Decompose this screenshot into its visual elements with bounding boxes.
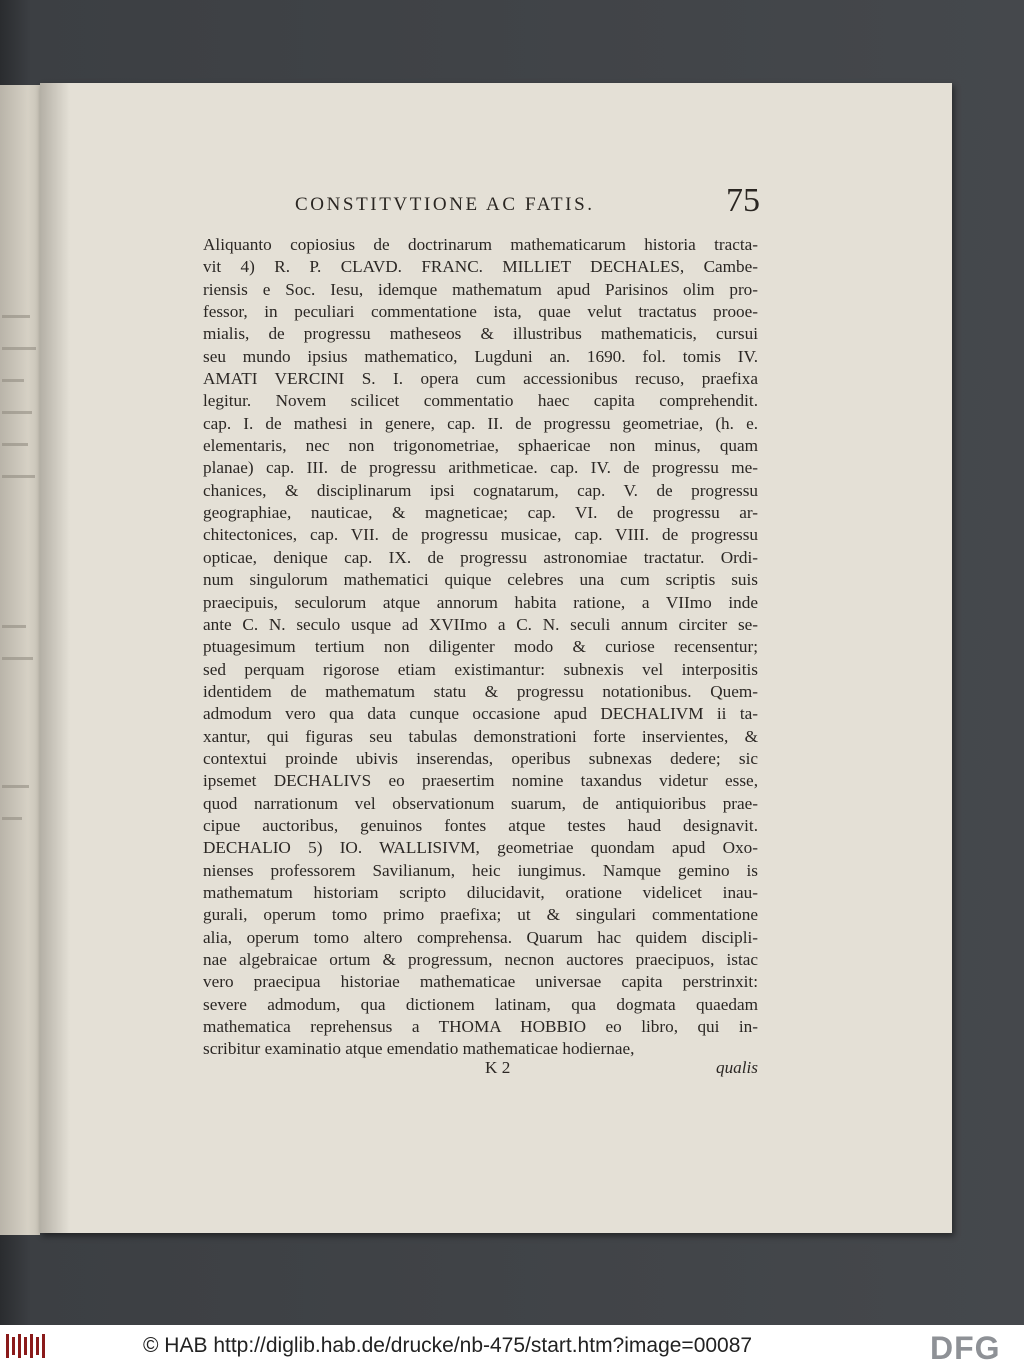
text-line: chitectonices, cap. VII. de progressu musicae, cap. VIII. de progressu bbox=[203, 525, 758, 545]
text-line: cap. I. de mathesi in genere, cap. II. de progressu geometriae, (h. e. bbox=[203, 413, 758, 433]
text-line: quod narrationum vel observationum suarum, de antiquioribus prae- bbox=[203, 793, 758, 813]
text-line: mathematica reprehensus a THOMA HOBBIO eo libro, qui in- bbox=[203, 1017, 758, 1037]
text-line: vit 4) R. P. CLAVD. FRANC. MILLIET DECHALES, Cambe- bbox=[203, 257, 758, 277]
text-line: severe admodum, qua dictionem latinam, qua dogmata quaedam bbox=[203, 994, 758, 1014]
text-line: nienses professorem Savilianum, heic iungimus. Namque gemino is bbox=[203, 860, 758, 880]
text-line: praecipuis, seculorum atque annorum habita ratione, a VIImo inde bbox=[203, 592, 758, 612]
text-line: elementaris, nec non trigonometriae, sphaericae non minus, quam bbox=[203, 436, 758, 456]
adjacent-page-edge bbox=[0, 85, 40, 1235]
text-line: Aliquanto copiosius de doctrinarum mathematicarum historia tracta- bbox=[203, 235, 758, 254]
text-line: alia, operum tomo altero comprehensa. Quarum hac quidem discipli- bbox=[203, 927, 758, 947]
catchword: qualis bbox=[715, 1058, 758, 1077]
text-line: ptuagesimum tertium non diligenter modo & curiose recensentur; bbox=[203, 637, 758, 657]
signature-mark: K 2 bbox=[485, 1058, 511, 1077]
text-line: sed perquam rigorose etiam existimantur: subnexis vel interpositis bbox=[203, 659, 758, 679]
page-number: 75 bbox=[726, 182, 760, 219]
gutter-shadow bbox=[40, 83, 70, 1233]
dfg-logo: DFG bbox=[930, 1330, 1001, 1366]
text-line: legitur. Novem scilicet commentatio haec capita comprehendit. bbox=[203, 391, 758, 411]
text-line: seu mundo ipsius mathematico, Lugduni an. 1690. fol. tomis IV. bbox=[203, 346, 758, 366]
text-line: geographiae, nauticae, & magneticae; cap. VI. de progressu ar- bbox=[203, 503, 758, 523]
text-line: ipsemet DECHALIVS eo praesertim nomine taxandus videtur esse, bbox=[203, 771, 758, 791]
text-line: num singulorum mathematici quique celebres una cum scriptis suis bbox=[203, 570, 758, 590]
text-line: scribitur examinatio atque emendatio mathematicae hodiernae, bbox=[203, 1039, 635, 1059]
text-line: contextui proinde ubivis inserendas, operibus subnexas dedere; sic bbox=[203, 748, 758, 768]
hab-logo-icon bbox=[6, 1334, 44, 1358]
page-header bbox=[295, 182, 760, 228]
text-line: AMATI VERCINI S. I. opera cum accessionibus recuso, praefixa bbox=[203, 369, 758, 389]
text-line: opticae, denique cap. IX. de progressu astronomiae tractatur. Ordi- bbox=[203, 547, 758, 567]
text-line: nae algebraicae ortum & progressum, necnon auctores praecipuos, istac bbox=[203, 950, 758, 969]
text-line: vero praecipua historiae mathematicae universae capita perstrinxit: bbox=[203, 972, 758, 992]
page-footer-line bbox=[203, 1058, 758, 1082]
text-line: identidem de mathematum statu & progressu notationibus. Quem- bbox=[203, 681, 758, 701]
text-line: planae) cap. III. de progressu arithmeticae. cap. IV. de progressu me- bbox=[203, 458, 758, 478]
body-text bbox=[203, 234, 758, 1061]
text-line: gurali, operum tomo primo praefixa; ut & singulari commentatione bbox=[203, 905, 758, 925]
text-line: admodum vero qua data cunque occasione apud DECHALIVM ii ta- bbox=[203, 704, 758, 724]
text-line: cipue auctoribus, genuinos fontes atque testes haud designavit. bbox=[203, 815, 758, 835]
text-line: mialis, de progressu matheseos & illustribus mathematicis, cursui bbox=[203, 324, 758, 344]
text-line: DECHALIO 5) IO. WALLISIVM, geometriae quondam apud Oxo- bbox=[203, 838, 758, 858]
text-line: chanices, & disciplinarum ipsi cognatarum, cap. V. de progressu bbox=[203, 480, 758, 500]
copyright-bar bbox=[0, 1325, 1024, 1367]
text-line: riensis e Soc. Iesu, idemque mathematum apud Parisinos olim pro- bbox=[203, 279, 758, 299]
running-title: CONSTITVTIONE AC FATIS. bbox=[295, 194, 595, 215]
text-line: ante C. N. seculo usque ad XVIImo a C. N. seculi annum circiter se- bbox=[203, 614, 758, 634]
text-line: xantur, qui figuras seu tabulas demonstrationi forte inservientes, & bbox=[203, 726, 758, 746]
text-line: fessor, in peculiari commentatione ista, quae velut tractatus prooe- bbox=[203, 302, 758, 322]
text-line: mathematum historiam scripto dilucidavit, oratione videlicet inau- bbox=[203, 882, 758, 902]
copyright-text: © HAB http://diglib.hab.de/drucke/nb-475/start.htm?image=00087 bbox=[143, 1334, 753, 1357]
